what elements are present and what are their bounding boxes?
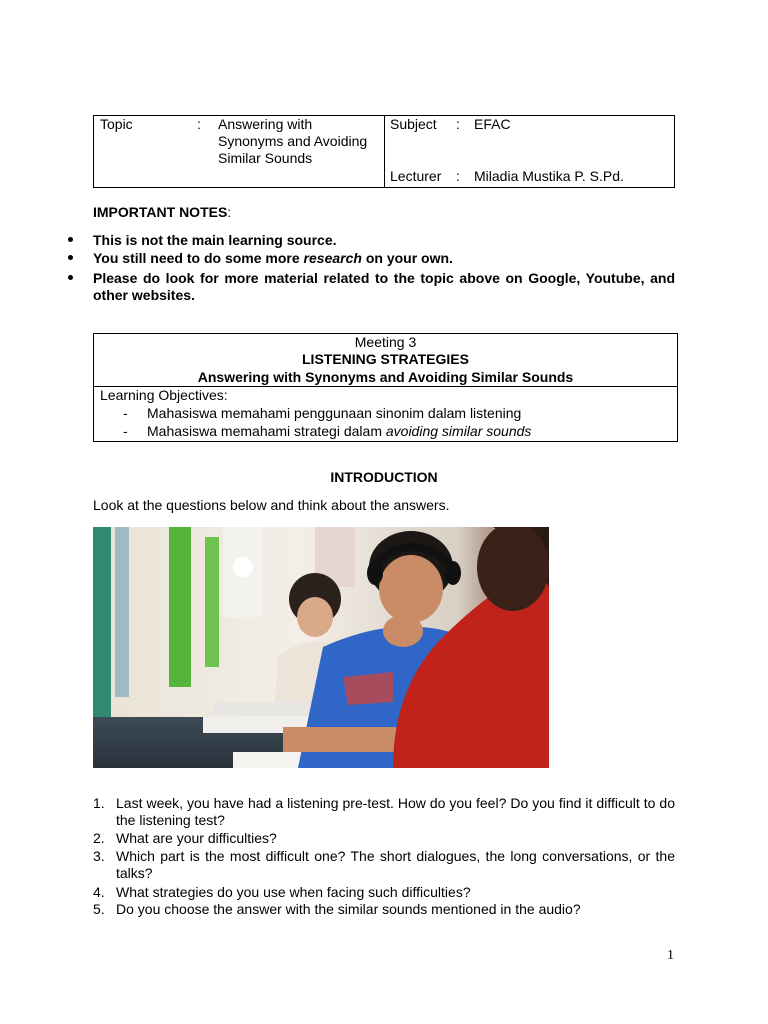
header-table-divider — [384, 116, 385, 187]
topic-colon: : — [197, 116, 201, 132]
classroom-photo — [93, 527, 549, 768]
note-bullet-1: This is not the main learning source. — [93, 232, 337, 248]
learning-objectives-label: Learning Objectives: — [100, 387, 228, 403]
question-text: Last week, you have had a listening pre-test. How do you feel? Do you find it difficult to do — [116, 795, 675, 811]
question-text: What strategies do you use when facing such difficulties? — [116, 884, 471, 900]
header-table — [93, 115, 675, 188]
question-item — [93, 848, 675, 882]
note-bullet-3-line-1: Please do look for more material related to the topic above on Google, Youtube, and — [93, 270, 675, 286]
question-text: Do you choose the answer with the similar sounds mentioned in the audio? — [116, 901, 581, 917]
question-item — [93, 901, 675, 918]
introduction-lead: Look at the questions below and think about the answers. — [93, 497, 450, 513]
topic-value-line-1: Answering with — [218, 116, 313, 132]
bullet-icon — [67, 232, 75, 240]
question-number: 2. — [93, 830, 105, 846]
lecturer-colon: : — [456, 168, 460, 184]
lecturer-value: Miladia Mustika P. S.Pd. — [474, 168, 624, 184]
question-text: Which part is the most difficult one? The short dialogues, the long conversations, or the — [116, 848, 675, 864]
subject-value: EFAC — [474, 116, 511, 132]
page-number: 1 — [667, 948, 674, 963]
question-text-continued: the listening test? — [116, 812, 225, 828]
note-bullet-3-line-2: other websites. — [93, 287, 195, 303]
topic-value-line-2: Synonyms and Avoiding — [218, 133, 368, 149]
subject-label: Subject — [390, 116, 437, 132]
bullet-icon — [67, 270, 75, 278]
important-notes-heading: IMPORTANT NOTES: — [93, 204, 232, 220]
question-number: 4. — [93, 884, 105, 900]
objective-2: Mahasiswa memahami strategi dalam avoiding similar sounds — [147, 423, 532, 439]
subject-colon: : — [456, 116, 460, 132]
question-text: What are your difficulties? — [116, 830, 277, 846]
objective-dash: - — [123, 423, 128, 439]
question-text-continued: talks? — [116, 865, 153, 881]
objective-1: Mahasiswa memahami penggunaan sinonim dalam listening — [147, 405, 522, 421]
question-item — [93, 795, 675, 829]
meeting-table — [93, 333, 678, 442]
question-number: 3. — [93, 848, 105, 864]
meeting-number: Meeting 3 — [354, 334, 417, 350]
topic-label: Topic — [100, 116, 133, 132]
bullet-icon — [67, 250, 75, 258]
question-number: 1. — [93, 795, 105, 811]
meeting-title: LISTENING STRATEGIES — [302, 351, 469, 367]
meeting-subtitle: Answering with Synonyms and Avoiding Similar Sounds — [197, 369, 574, 385]
note-bullet-2: You still need to do some more research on your own. — [93, 250, 453, 266]
question-item — [93, 830, 675, 847]
question-item — [93, 884, 675, 901]
question-number: 5. — [93, 901, 105, 917]
objective-dash: - — [123, 405, 128, 421]
lecturer-label: Lecturer — [390, 168, 442, 184]
introduction-heading: INTRODUCTION — [330, 469, 438, 485]
topic-value-line-3: Similar Sounds — [218, 150, 313, 166]
